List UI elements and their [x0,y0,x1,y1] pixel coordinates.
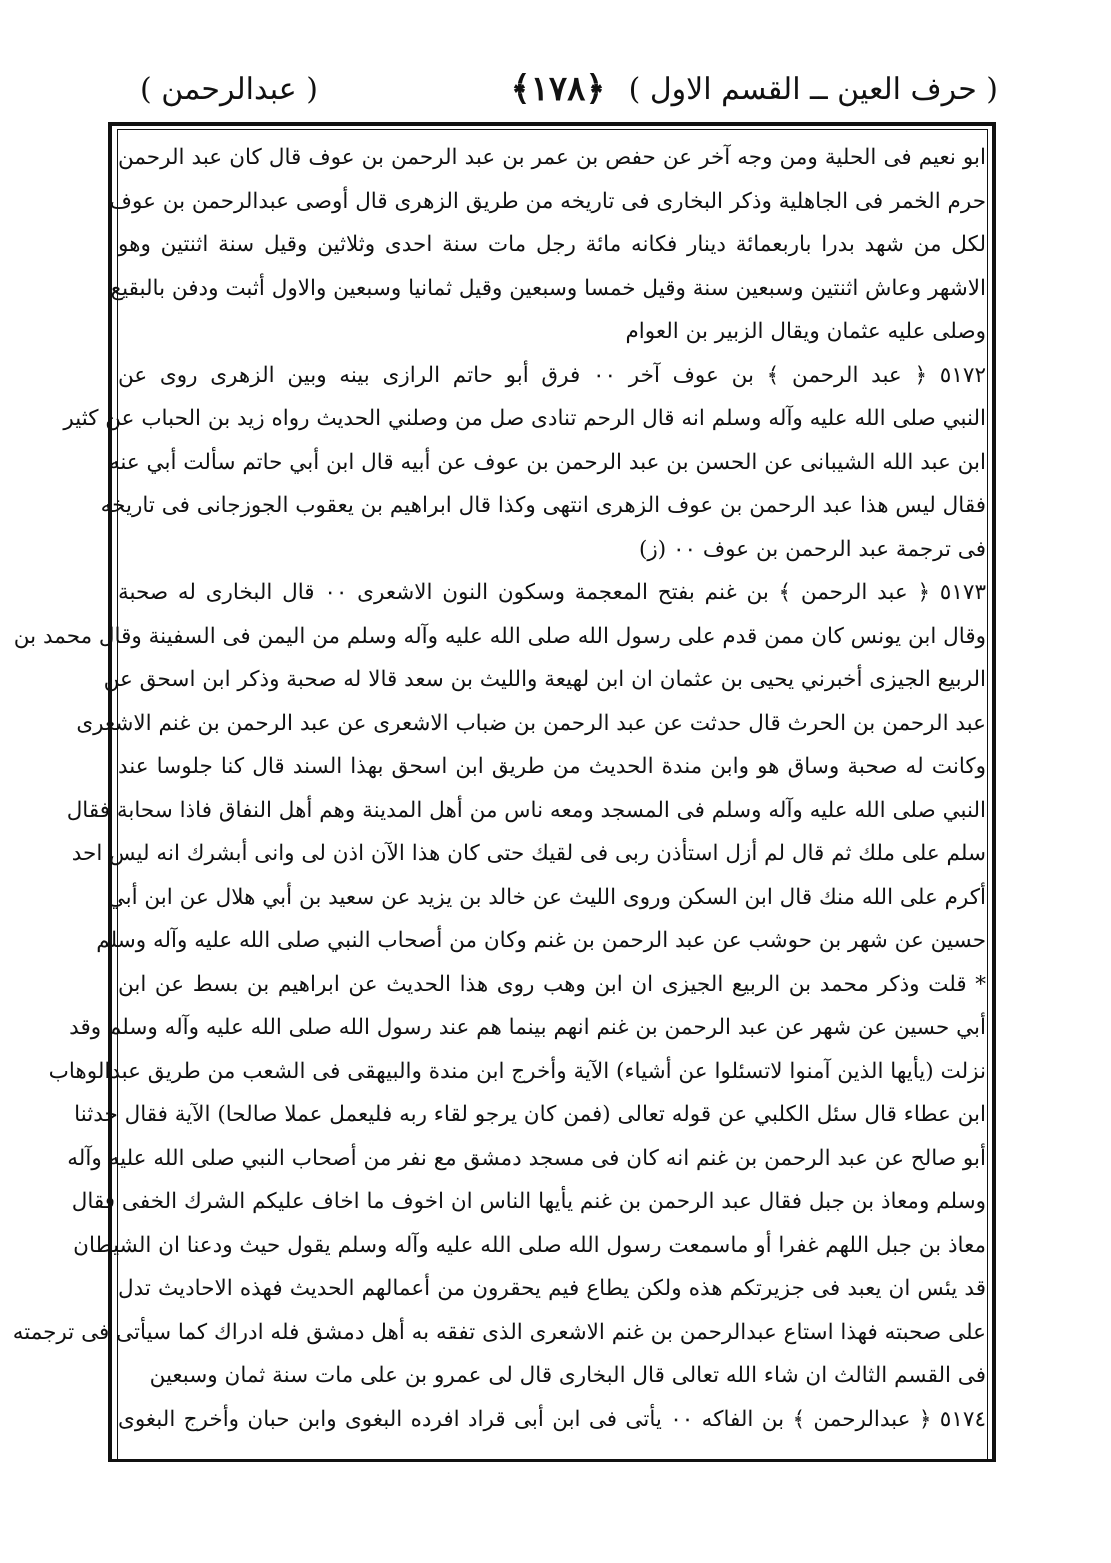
text-line: معاذ بن جبل اللهم غفرا أو ماسمعت رسول الله صلى الله عليه وآله وسلم يقول حيث ودعنا ان الشيطان [73,1232,986,1258]
text-line: فى القسم الثالث ان شاء الله تعالى قال البخارى قال لى عمرو بن على مات سنة ثمان وسبعين [149,1363,986,1388]
text-line: النبي صلى الله عليه وآله وسلم انه قال الرحم تنادى صل من وصلني الحديث رواه زيد بن الحباب عن كثير [63,406,986,431]
text-line: الاشهر وعاش اثنتين وسبعين سنة وقيل خمسا وسبعين وقيل ثمانيا وسبعين والاول أثبت ودفن بالبقيع [110,275,986,301]
text-line: حسين عن شهر بن حوشب عن عبد الرحمن بن غنم وكان من أصحاب النبي صلى الله عليه وآله وسلم [96,928,986,953]
text-line: عبد الرحمن بن الحرث قال حدثت عن عبد الرحمن بن ضباب الاشعرى عن عبد الرحمن بن غنم الاشعرى [76,710,986,736]
text-line: ابن عطاء قال سئل الكلبي عن قوله تعالى (فمن كان يرجو لقاء ربه فليعمل عملا صالحا) الآية فقال حدثنا [74,1102,986,1127]
text-line: ابو نعيم فى الحلية ومن وجه آخر عن حفص بن عمر بن عبد الرحمن بن عوف قال كان عبد الرحمن [118,145,986,170]
text-line: * قلت وذكر محمد بن الربيع الجيزى ان ابن وهب روى هذا الحديث عن ابراهيم بن بسط عن ابن [118,971,986,997]
page-number: ﴿١٧٨﴾ [510,69,606,109]
page-header [118,68,998,122]
text-line: سلم على ملك ثم قال لم أزل استأذن ربى فى لقيك حتى كان هذا الآن اذن لى وانى أبشرك انه ليس احد [71,841,986,866]
text-line: أبي حسين عن شهر عن عبد الرحمن بن غنم انهم بينما هم عند رسول الله صلى الله عليه وآله وسلم وقد [69,1015,986,1040]
text-line: حرم الخمر فى الجاهلية وذكر البخارى فى تاريخه من طريق الزهرى قال أوصى عبدالرحمن بن عوف [109,188,986,214]
text-line: وكانت له صحبة وساق هو وابن مندة الحديث من طريق ابن اسحق بهذا السند قال كنا جلوسا عند [118,754,986,779]
text-line: فقال ليس هذا عبد الرحمن بن عوف الزهرى انتهى وكذا قال ابراهيم بن يعقوب الجوزجانى فى تاريخه [100,493,986,518]
text-line: الربيع الجيزى أخبرني يحيى بن عثمان ان ابن لهيعة والليث بن سعد قالا له صحبة وذكر ابن اسحق عن [103,667,986,692]
text-line: وسلم ومعاذ بن جبل فقال عبد الرحمن بن غنم يأيها الناس ان اخوف ما اخاف عليكم الشرك الخفى فقال [71,1189,986,1214]
section-title: ( حرف العين ــ القسم الاول ) [628,72,998,107]
text-line: وقال ابن يونس كان ممن قدم على رسول الله صلى الله عليه وآله وسلم من اليمن فى السفينة وقال محمد بن [13,623,986,649]
text-line: أكرم على الله منك قال ابن السكن وروى الليث عن خالد بن يزيد عن سعيد بن أبي هلال عن ابن أبي [107,884,986,910]
text-line: أبو صالح عن عبد الرحمن بن غنم انه كان فى مسجد دمشق مع نفر من أصحاب النبي صلى الله عليه وآله [67,1145,986,1171]
entry-name: ( عبدالرحمن ) [140,72,318,107]
page-body [12,136,986,1441]
entry-line-5174: ٥١٧٤ ﴿ عبدالرحمن ﴾ بن الفاكه ٠٠ يأتى فى ابن أبى قراد افرده البغوى وابن حبان وأخرج البغوى [118,1406,986,1432]
text-line: نزلت (يأيها الذين آمنوا لاتسئلوا عن أشياء) الآية وأخرج ابن مندة والبيهقى فى الشعب من طريق عبدالوهاب [48,1058,986,1084]
text-line: فى ترجمة عبد الرحمن بن عوف ٠٠ (ز) [638,536,986,562]
entry-line-5173: ٥١٧٣ ﴿ عبد الرحمن ﴾ بن غنم بفتح المعجمة وسكون النون الاشعرى ٠٠ قال البخارى له صحبة [118,580,986,605]
text-line: النبي صلى الله عليه وآله وسلم فى المسجد ومعه ناس من أهل المدينة وهم أهل النفاق فاذا سحابة فقال [66,797,986,823]
text-line: على صحبته فهذا استاع عبدالرحمن بن غنم الاشعرى الذى تفقه به أهل دمشق فله ادراك كما سيأتى فى ترجمته [12,1319,986,1345]
text-line: ابن عبد الله الشيبانى عن الحسن بن عبد الرحمن بن عوف عن أبيه قال ابن أبي حاتم سألت أبي عنه [108,449,986,475]
text-line: قد يئس ان يعبد فى جزيرتكم هذه ولكن يطاع فيم يحقرون من أعمالهم الحديث فهذه الاحاديث تدل [118,1276,986,1301]
entry-line-5172: ٥١٧٢ ﴿ عبد الرحمن ﴾ بن عوف آخر ٠٠ فرق أبو حاتم الرازى بينه وبين الزهرى روى عن [118,362,986,388]
text-line: لكل من شهد بدرا باربعمائة دينار فكانه مائة رجل مات سنة احدى وثلاثين وقيل سنة اثنتين وهو [118,232,986,257]
text-line: وصلى عليه عثمان ويقال الزبير بن العوام [625,319,986,344]
